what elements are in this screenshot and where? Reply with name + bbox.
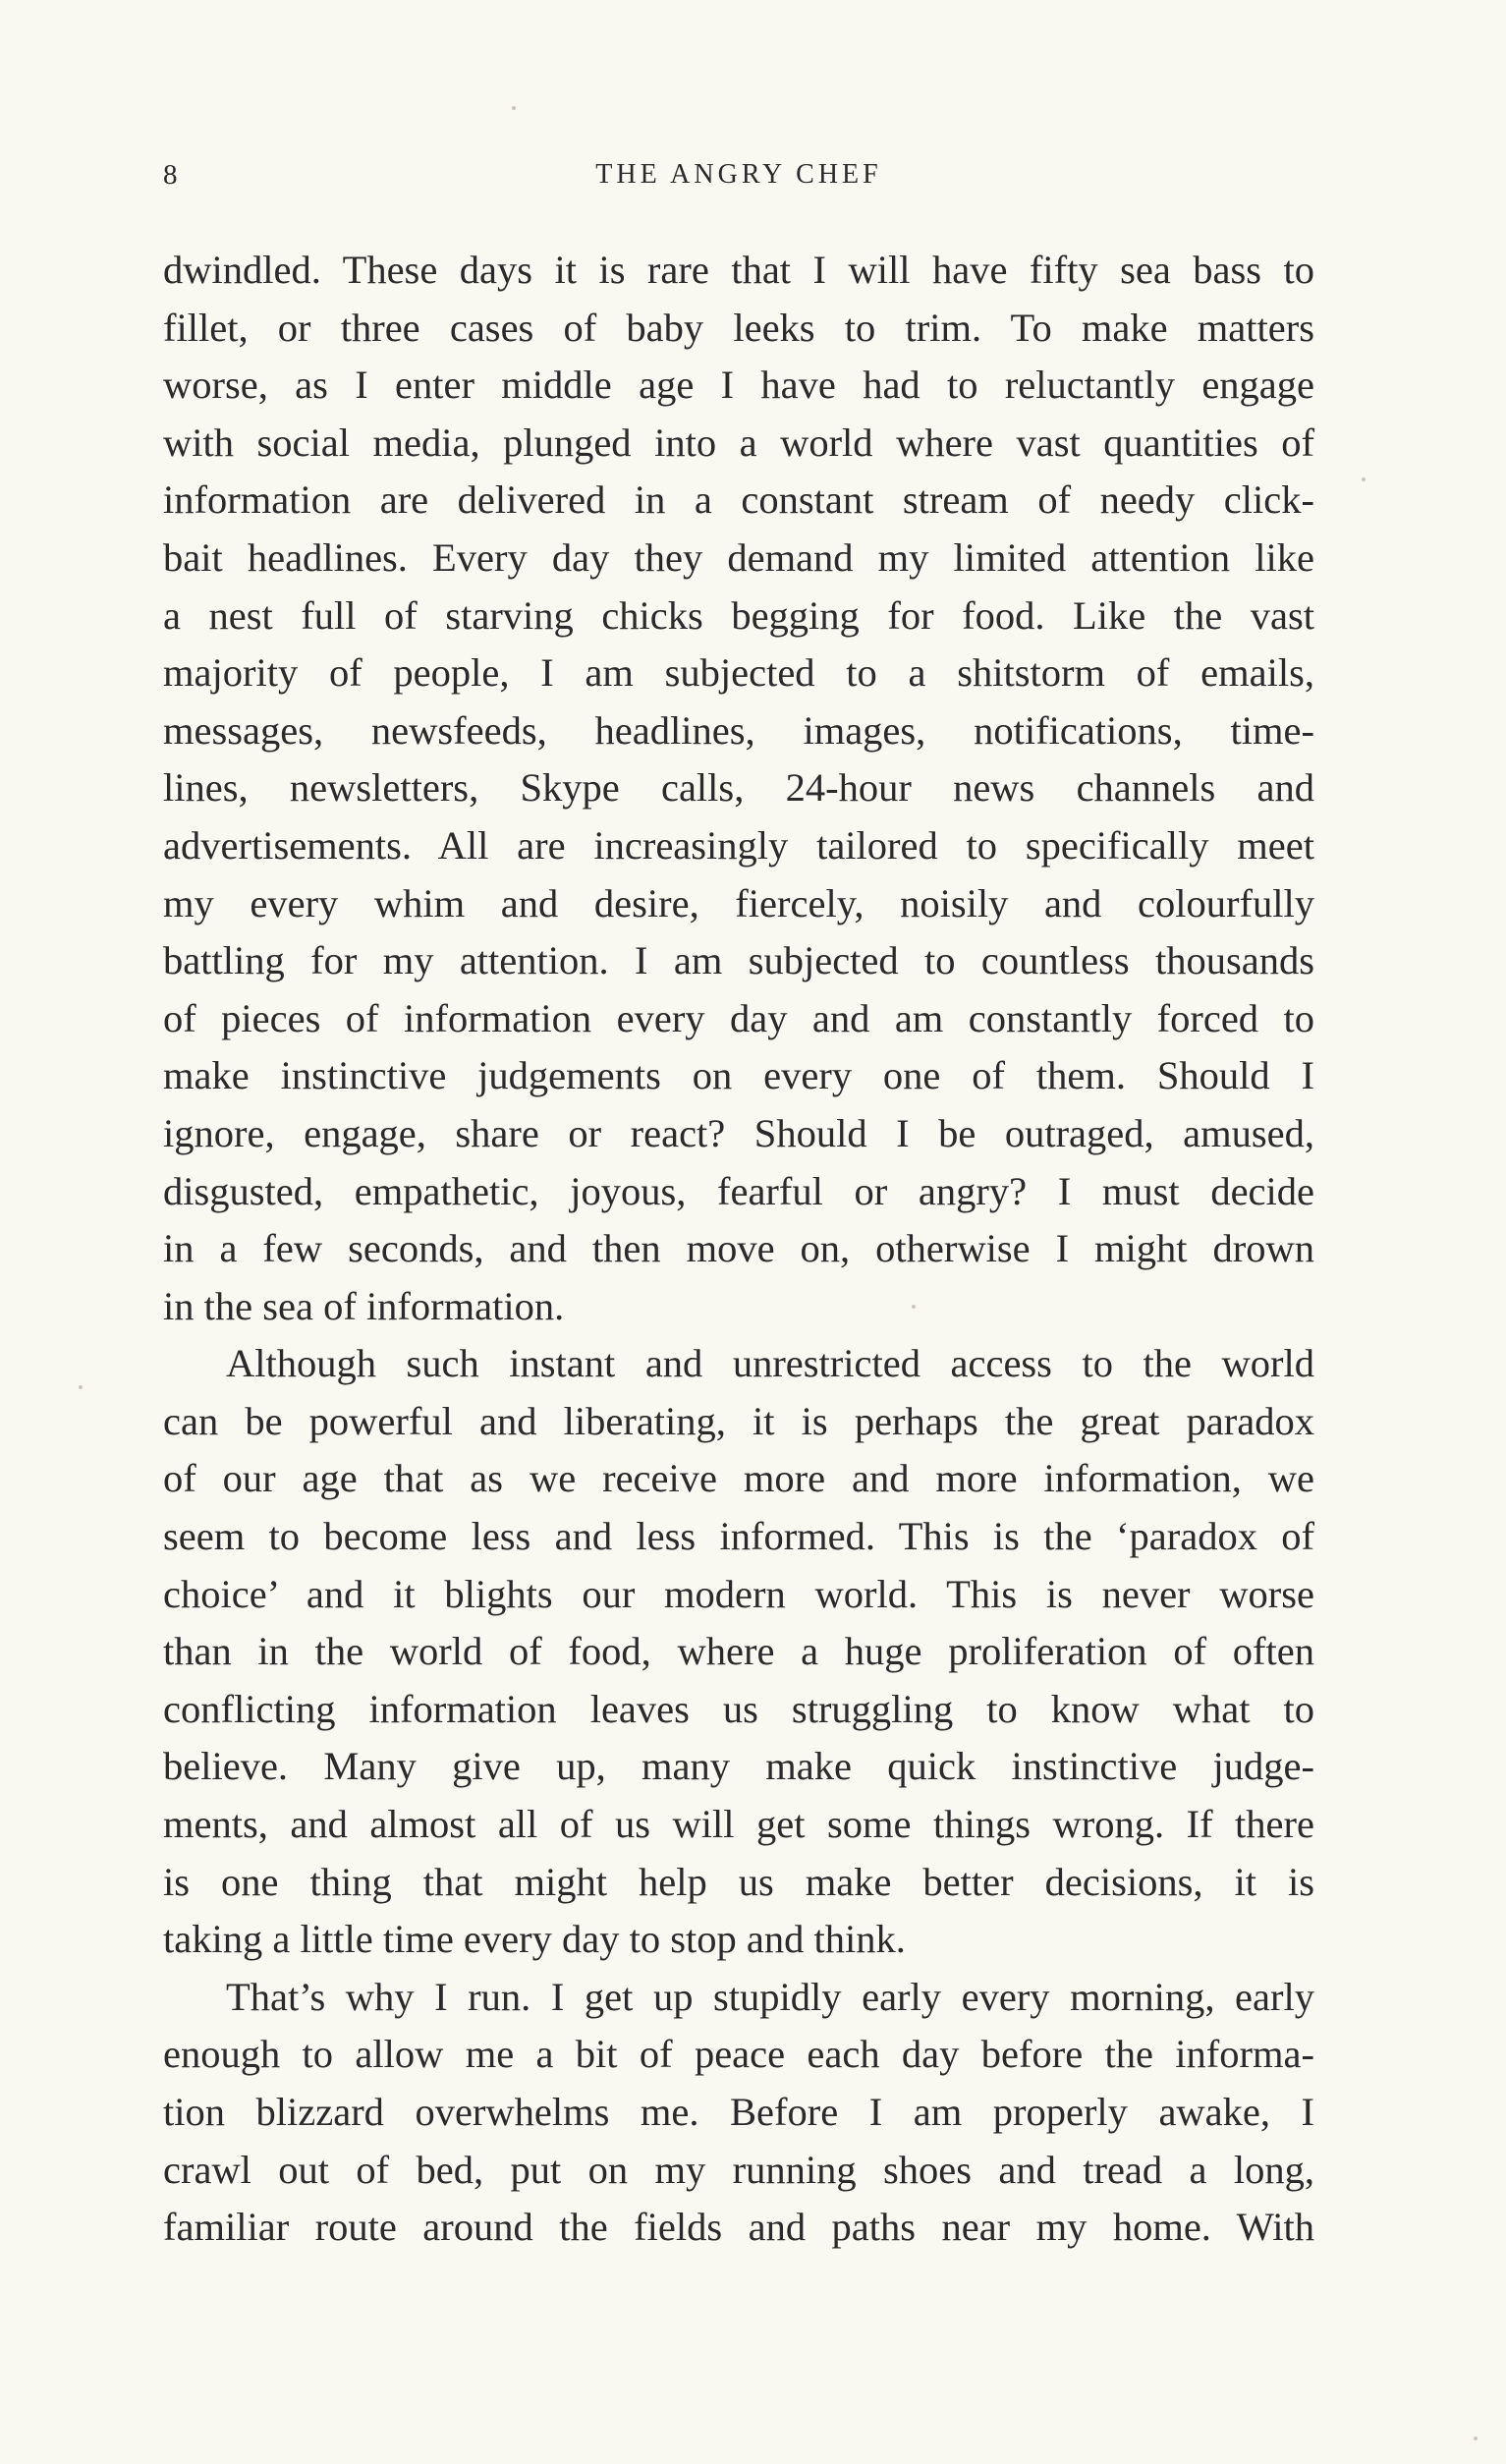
text-line: conflicting information leaves us struggling to know what to (163, 1686, 1314, 1731)
book-title: THE ANGRY CHEF (595, 159, 882, 190)
paragraph-1 (163, 242, 1314, 1335)
text-line: dwindled. These days it is rare that I will have fifty sea bass to (163, 248, 1314, 292)
text-line: is one thing that might help us make better decisions, it is (163, 1859, 1314, 1904)
text-line: lines, newsletters, Skype calls, 24-hour news channels and (163, 765, 1314, 811)
text-line: information are delivered in a constant stream of needy click- (163, 477, 1314, 523)
text-line: That’s why I run. I get up stupidly early every morning, early (226, 1974, 1314, 2019)
text-line: fillet, or three cases of baby leeks to trim. To make matters (163, 305, 1314, 350)
text-line: of our age that as we receive more and more information, we (163, 1456, 1314, 1501)
text-line: crawl out of bed, put on my running shoes and tread a long, (163, 2147, 1314, 2192)
text-line: a nest full of starving chicks begging for food. Like the vast (163, 592, 1314, 638)
paper-speck (1362, 477, 1366, 481)
text-line: messages, newsfeeds, headlines, images, notifications, time- (163, 707, 1314, 753)
text-line: taking a little time every day to stop and think. (163, 1917, 906, 1962)
text-line: can be powerful and liberating, it is perhaps the great paradox (163, 1398, 1314, 1443)
text-line: Although such instant and unrestricted access to the world (226, 1341, 1314, 1386)
text-line: choice’ and it blights our modern world. This is never worse (163, 1571, 1314, 1616)
text-line: my every whim and desire, fiercely, noisily and colourfully (163, 880, 1314, 925)
text-line: familiar route around the fields and paths near my home. With (163, 2205, 1314, 2250)
text-line: worse, as I enter middle age I have had to reluctantly engage (163, 363, 1314, 408)
text-line: than in the world of food, where a huge proliferation of often (163, 1629, 1314, 1674)
text-line: with social media, plunged into a world where vast quantities of (163, 420, 1314, 465)
text-line: of pieces of information every day and am constantly forced to (163, 995, 1314, 1040)
text-line: ments, and almost all of us will get some things wrong. If there (163, 1802, 1314, 1847)
text-line: seem to become less and less informed. This is the ‘paradox of (163, 1514, 1314, 1559)
paper-speck (912, 1305, 916, 1309)
text-line: believe. Many give up, many make quick instinctive judge- (163, 1744, 1314, 1789)
text-line: make instinctive judgements on every one of them. Should I (163, 1053, 1314, 1098)
running-head (163, 155, 1314, 195)
text-line: bait headlines. Every day they demand my limited attention like (163, 534, 1314, 580)
text-line: in a few seconds, and then move on, otherwise I might drown (163, 1226, 1314, 1271)
paper-speck (512, 106, 516, 110)
paragraph-2 (163, 1335, 1314, 1969)
text-line: in the sea of information. (163, 1283, 565, 1328)
text-line: enough to allow me a bit of peace each day before the informa- (163, 2032, 1314, 2077)
text-line: battling for my attention. I am subjected to countless thousands (163, 938, 1314, 983)
text-line: disgusted, empathetic, joyous, fearful or angry? I must decide (163, 1168, 1314, 1213)
paper-speck (1474, 2436, 1478, 2440)
body-text (163, 242, 1314, 2257)
text-line: majority of people, I am subjected to a shitstorm of emails, (163, 650, 1314, 696)
page-number: 8 (163, 159, 178, 191)
text-line: advertisements. All are increasingly tailored to specifically meet (163, 822, 1314, 868)
paper-speck (79, 1385, 83, 1389)
text-line: ignore, engage, share or react? Should I be outraged, amused, (163, 1110, 1314, 1155)
paragraph-3 (163, 1969, 1314, 2257)
text-line: tion blizzard overwhelms me. Before I am properly awake, I (163, 2090, 1314, 2134)
